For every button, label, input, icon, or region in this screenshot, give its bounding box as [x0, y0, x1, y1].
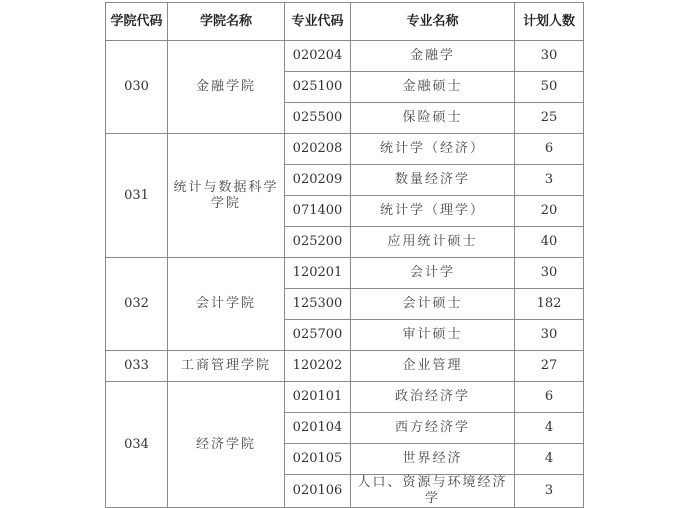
header-college-code: 学院代码 — [106, 3, 168, 41]
plan-count: 30 — [515, 320, 584, 351]
plan-count: 4 — [515, 413, 584, 444]
plan-count: 30 — [515, 41, 584, 72]
major-code: 120201 — [285, 258, 351, 289]
major-code: 020204 — [285, 41, 351, 72]
major-code: 025200 — [285, 227, 351, 258]
enrollment-plan-table — [105, 2, 584, 508]
college-code: 033 — [106, 351, 168, 382]
major-code: 020104 — [285, 413, 351, 444]
college-code: 031 — [106, 134, 168, 258]
major-name: 金融学 — [351, 41, 515, 72]
major-name: 保险硕士 — [351, 103, 515, 134]
table-row — [106, 134, 584, 165]
header-college-name: 学院名称 — [168, 3, 285, 41]
major-name: 数量经济学 — [351, 165, 515, 196]
major-code: 120202 — [285, 351, 351, 382]
table-row — [106, 41, 584, 72]
plan-count: 30 — [515, 258, 584, 289]
college-code: 032 — [106, 258, 168, 351]
college-code: 030 — [106, 41, 168, 134]
plan-count: 40 — [515, 227, 584, 258]
major-name: 统计学（理学） — [351, 196, 515, 227]
table-row — [106, 258, 584, 289]
college-code: 034 — [106, 382, 168, 508]
header-major-name: 专业名称 — [351, 3, 515, 41]
plan-count: 50 — [515, 72, 584, 103]
major-name: 企业管理 — [351, 351, 515, 382]
major-code: 025100 — [285, 72, 351, 103]
major-name: 金融硕士 — [351, 72, 515, 103]
header-major-code: 专业代码 — [285, 3, 351, 41]
plan-count: 25 — [515, 103, 584, 134]
major-name: 应用统计硕士 — [351, 227, 515, 258]
plan-count: 3 — [515, 475, 584, 508]
major-code: 020101 — [285, 382, 351, 413]
college-name: 会计学院 — [168, 258, 285, 351]
plan-count: 6 — [515, 134, 584, 165]
major-code: 125300 — [285, 289, 351, 320]
college-name: 金融学院 — [168, 41, 285, 134]
header-plan-count: 计划人数 — [515, 3, 584, 41]
college-name: 经济学院 — [168, 382, 285, 508]
plan-count: 6 — [515, 382, 584, 413]
college-name: 工商管理学院 — [168, 351, 285, 382]
plan-count: 27 — [515, 351, 584, 382]
plan-count: 3 — [515, 165, 584, 196]
header-row — [106, 3, 584, 41]
plan-count: 182 — [515, 289, 584, 320]
major-name: 人口、资源与环境经济学 — [351, 475, 515, 508]
plan-count: 20 — [515, 196, 584, 227]
major-code: 020209 — [285, 165, 351, 196]
major-name: 会计硕士 — [351, 289, 515, 320]
table-row — [106, 351, 584, 382]
college-name: 统计与数据科学学院 — [168, 134, 285, 258]
major-name: 审计硕士 — [351, 320, 515, 351]
major-code: 020208 — [285, 134, 351, 165]
major-name: 世界经济 — [351, 444, 515, 475]
table-row — [106, 382, 584, 413]
major-name: 统计学（经济） — [351, 134, 515, 165]
major-code: 071400 — [285, 196, 351, 227]
major-code: 020106 — [285, 475, 351, 508]
major-code: 025700 — [285, 320, 351, 351]
plan-count: 4 — [515, 444, 584, 475]
major-name: 西方经济学 — [351, 413, 515, 444]
major-code: 025500 — [285, 103, 351, 134]
major-name: 政治经济学 — [351, 382, 515, 413]
major-code: 020105 — [285, 444, 351, 475]
major-name: 会计学 — [351, 258, 515, 289]
